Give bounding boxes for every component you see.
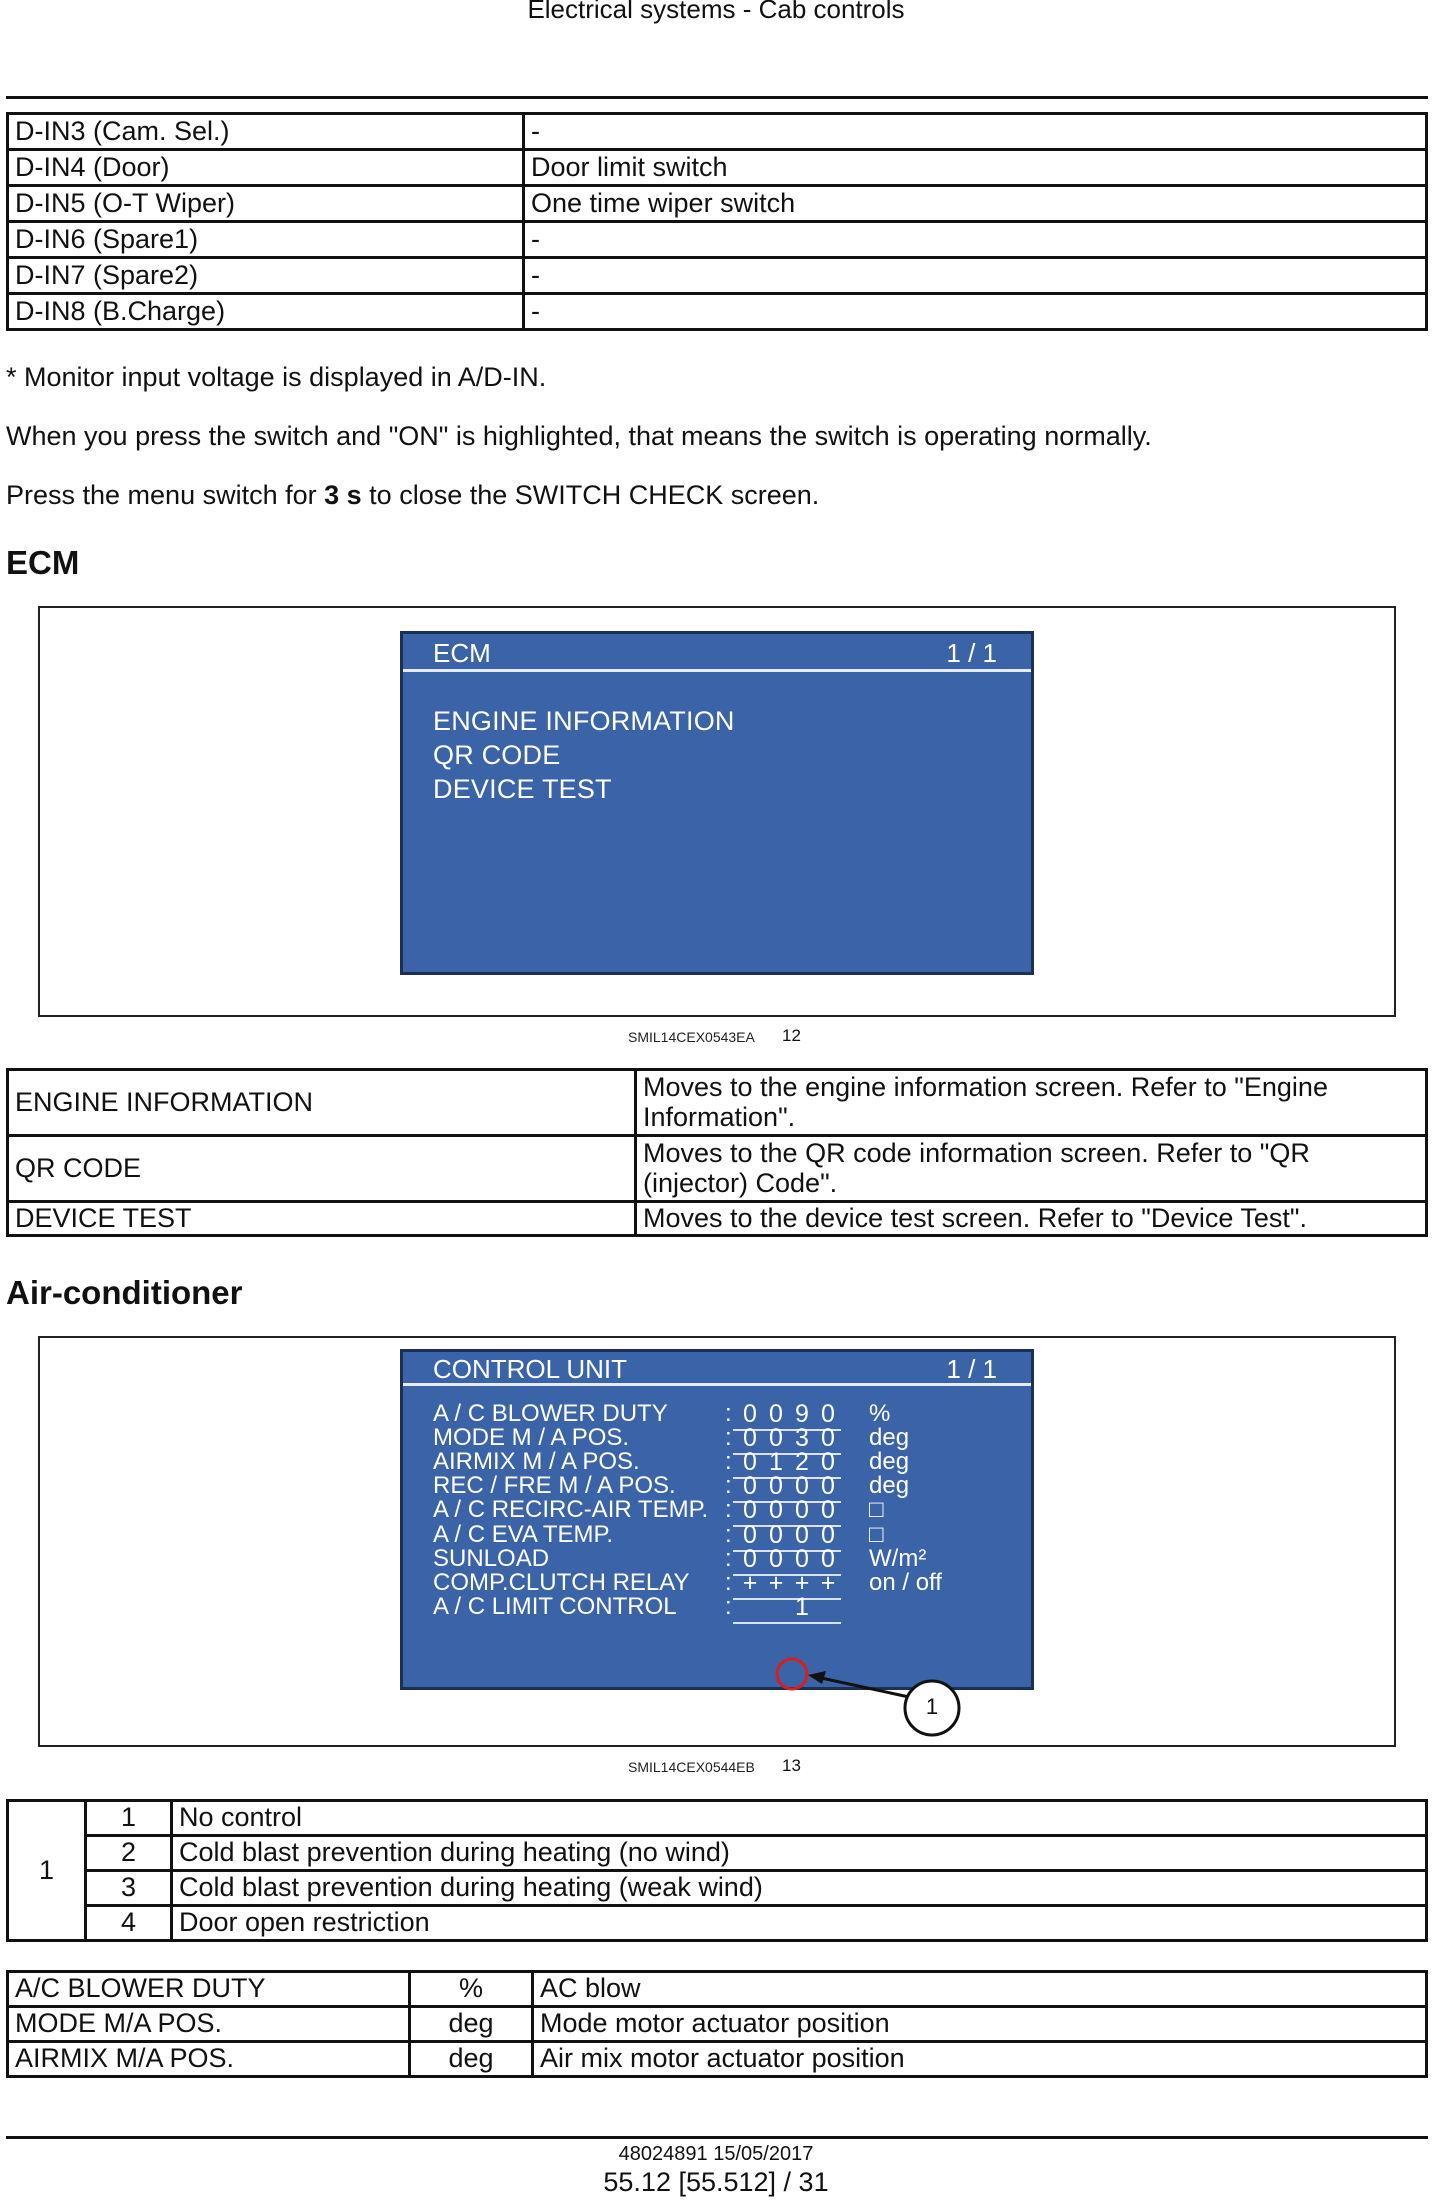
input-name: D-IN4 (Door) [8,150,524,186]
control-unit-value-digit: 0 [769,1496,783,1525]
control-unit-value-digit: 0 [769,1544,783,1573]
footer-doc-id: 48024891 15/05/2017 [618,2143,814,2165]
note-switch-on: When you press the switch and "ON" is highlighted, that means the switch is operating normally. [6,421,1152,451]
control-unit-row-colon: : [725,1400,732,1427]
unit-desc: Air mix motor actuator position [533,2042,1427,2077]
input-desc: - [524,222,1427,258]
footer-rule [6,2136,1428,2139]
limit-option-number: 1 [86,1801,172,1836]
control-unit-row-label: REC / FRE M / A POS. [433,1472,676,1500]
control-unit-value-digit: + [742,1568,758,1597]
control-unit-row-label: A / C EVA TEMP. [433,1520,614,1548]
table-row [8,1972,1427,2007]
control-unit-row-unit: deg [869,1472,910,1500]
unit-item: MODE M/A POS. [8,2007,410,2042]
control-unit-value-digit: 0 [821,1448,835,1477]
unit-desc: Mode motor actuator position [533,2007,1427,2042]
ecm-desc: Moves to the engine information screen. Refer to "Engine Information". [636,1070,1427,1136]
control-unit-value-underline [733,1622,841,1624]
control-unit-value-digit: 0 [743,1424,757,1453]
table-row [8,294,1427,330]
ecm-desc: Moves to the QR code information screen. Refer to "QR (injector) Code". [636,1136,1427,1202]
ecm-screen-title: ECM [433,638,491,668]
limit-option-number: 4 [86,1906,172,1941]
control-unit-row-label: A / C RECIRC-AIR TEMP. [433,1496,709,1524]
ecm-description-table [6,1068,1428,1237]
ecm-desc: Moves to the device test screen. Refer to "Device Test". [636,1202,1427,1236]
limit-option-desc: Cold blast prevention during heating (no wind) [172,1836,1427,1871]
input-name: D-IN3 (Cam. Sel.) [8,114,524,150]
menu-item-device-test[interactable]: DEVICE TEST [433,774,612,804]
control-unit-value-digit: 0 [821,1496,835,1525]
control-unit-value-underline [733,1598,841,1600]
control-unit-value-digit: 3 [795,1424,809,1453]
control-unit-row-label: A / C LIMIT CONTROL [433,1592,677,1620]
control-unit-row-unit: □ [869,1496,884,1524]
control-unit-value-digit: 0 [769,1520,783,1549]
units-table [6,1970,1428,2078]
limit-option-desc: Door open restriction [172,1906,1427,1941]
note-close-post: to close the SWITCH CHECK screen. [361,480,820,510]
control-unit-row-colon: : [725,1448,732,1476]
limit-option-desc: No control [172,1801,1427,1836]
table-row [8,1136,1427,1202]
control-unit-row-unit: □ [869,1520,884,1548]
input-desc: Door limit switch [524,150,1427,186]
control-unit-value-digit: 0 [821,1400,835,1428]
control-unit-title: CONTROL UNIT [433,1354,628,1384]
control-unit-value-digit: + [768,1568,784,1597]
table-row [8,1070,1427,1136]
control-unit-row-label: SUNLOAD [433,1544,550,1572]
aircon-caption-code: SMIL14CEX0544EB [628,1759,755,1775]
ecm-caption-number: 12 [782,1026,801,1045]
callout-label: 1 [925,1694,939,1719]
control-unit-row-colon: : [725,1520,732,1548]
aircon-heading: Air-conditioner [6,1274,243,1311]
control-unit-page: 1 / 1 [946,1354,997,1384]
callout-graphic [760,1640,1000,1740]
control-unit-value-digit: + [794,1568,810,1597]
page-header-title: Electrical systems - Cab controls [527,0,905,24]
control-unit-value-digit: 0 [821,1472,835,1501]
note-close-pre: Press the menu switch for [6,480,325,510]
input-desc: - [524,258,1427,294]
control-unit-row-label: AIRMIX M / A POS. [433,1448,640,1476]
note-close-duration: 3 s [324,480,362,510]
control-unit-row-colon: : [725,1592,732,1620]
digital-inputs-table [6,112,1428,331]
table-row [8,1202,1427,1236]
control-unit-value-digit: 0 [769,1400,783,1428]
menu-item-engine-information[interactable]: ENGINE INFORMATION [433,706,735,736]
unit-symbol: % [410,1972,533,2007]
control-unit-value-digit: 0 [769,1472,783,1501]
table-row [8,1836,1427,1871]
input-desc: - [524,114,1427,150]
control-unit-value-digit: 0 [743,1544,757,1573]
control-unit-row-colon: : [725,1472,732,1500]
note-close-screen [6,480,819,511]
control-unit-value-digit: 9 [795,1400,809,1428]
ecm-item: DEVICE TEST [8,1202,636,1236]
control-unit-row-colon: : [725,1568,732,1596]
table-row [8,114,1427,150]
table-row [8,2042,1427,2077]
unit-symbol: deg [410,2042,533,2077]
control-unit-value-digit: 0 [743,1400,757,1428]
ecm-screen [400,631,1034,975]
unit-item: A/C BLOWER DUTY [8,1972,410,2007]
ecm-item: ENGINE INFORMATION [8,1070,636,1136]
control-unit-value-digit: 0 [821,1424,835,1453]
table-row [8,150,1427,186]
input-name: D-IN5 (O-T Wiper) [8,186,524,222]
input-name: D-IN8 (B.Charge) [8,294,524,330]
control-unit-value-digit: 0 [769,1424,783,1453]
control-unit-row-colon: : [725,1544,732,1572]
table-row [8,1871,1427,1906]
control-unit-value-digit: 1 [795,1592,809,1621]
control-unit-row-label: MODE M / A POS. [433,1424,630,1452]
input-desc: - [524,294,1427,330]
control-unit-value-digit: 2 [795,1448,809,1477]
control-unit-row-unit: deg [869,1424,910,1452]
control-unit-value-digit: 0 [821,1544,835,1573]
control-unit-row-colon: : [725,1424,732,1452]
limit-option-desc: Cold blast prevention during heating (weak wind) [172,1871,1427,1906]
ecm-heading: ECM [6,544,80,581]
control-unit-row-unit: % [869,1400,891,1427]
callout-arrowhead [808,1671,826,1684]
control-unit-value-digit: 0 [743,1496,757,1525]
ecm-item: QR CODE [8,1136,636,1202]
footer-page-ref: 55.12 [55.512] / 31 [603,2167,829,2197]
limit-option-number: 3 [86,1871,172,1906]
table-row [8,258,1427,294]
table-row [8,1906,1427,1941]
unit-desc: AC blow [533,1972,1427,2007]
control-unit-value-digit: 1 [769,1448,783,1477]
control-unit-titlebar [403,1352,1031,1386]
aircon-caption-number: 13 [782,1756,801,1775]
limit-option-number: 2 [86,1836,172,1871]
input-name: D-IN7 (Spare2) [8,258,524,294]
limit-control-table [6,1799,1428,1942]
control-unit-value-digit: 0 [795,1496,809,1525]
control-unit-screen [400,1349,1034,1690]
control-unit-row-label: COMP.CLUTCH RELAY [433,1568,690,1596]
unit-symbol: deg [410,2007,533,2042]
table-row [8,186,1427,222]
control-unit-value-digit: 0 [743,1472,757,1501]
control-unit-value-digit: 0 [743,1448,757,1477]
input-desc: One time wiper switch [524,186,1427,222]
table-row [8,2007,1427,2042]
ecm-screen-titlebar [403,634,1031,672]
red-highlight-circle [777,1659,807,1689]
table-row [8,222,1427,258]
control-unit-row-colon: : [725,1496,732,1524]
note-monitor-voltage: * Monitor input voltage is displayed in A/D-IN. [6,362,547,392]
ecm-caption-code: SMIL14CEX0543EA [628,1029,755,1045]
unit-item: AIRMIX M/A POS. [8,2042,410,2077]
control-unit-row-unit: on / off [869,1568,942,1596]
limit-group-number: 1 [8,1801,86,1941]
menu-item-qr-code[interactable]: QR CODE [433,740,561,770]
control-unit-value-digit: + [820,1568,836,1597]
input-name: D-IN6 (Spare1) [8,222,524,258]
control-unit-value-digit: 0 [743,1520,757,1549]
control-unit-value-digit: 0 [795,1472,809,1501]
control-unit-value-digit: 0 [821,1520,835,1549]
ecm-screen-page: 1 / 1 [946,638,997,668]
control-unit-value-digit: 0 [795,1544,809,1573]
control-unit-row-unit: deg [869,1448,910,1476]
control-unit-row-unit: W/m² [869,1544,927,1572]
table-row [8,1801,1427,1836]
header-rule [6,96,1428,99]
control-unit-row-label: A / C BLOWER DUTY [433,1400,668,1427]
control-unit-value-digit: 0 [795,1520,809,1549]
